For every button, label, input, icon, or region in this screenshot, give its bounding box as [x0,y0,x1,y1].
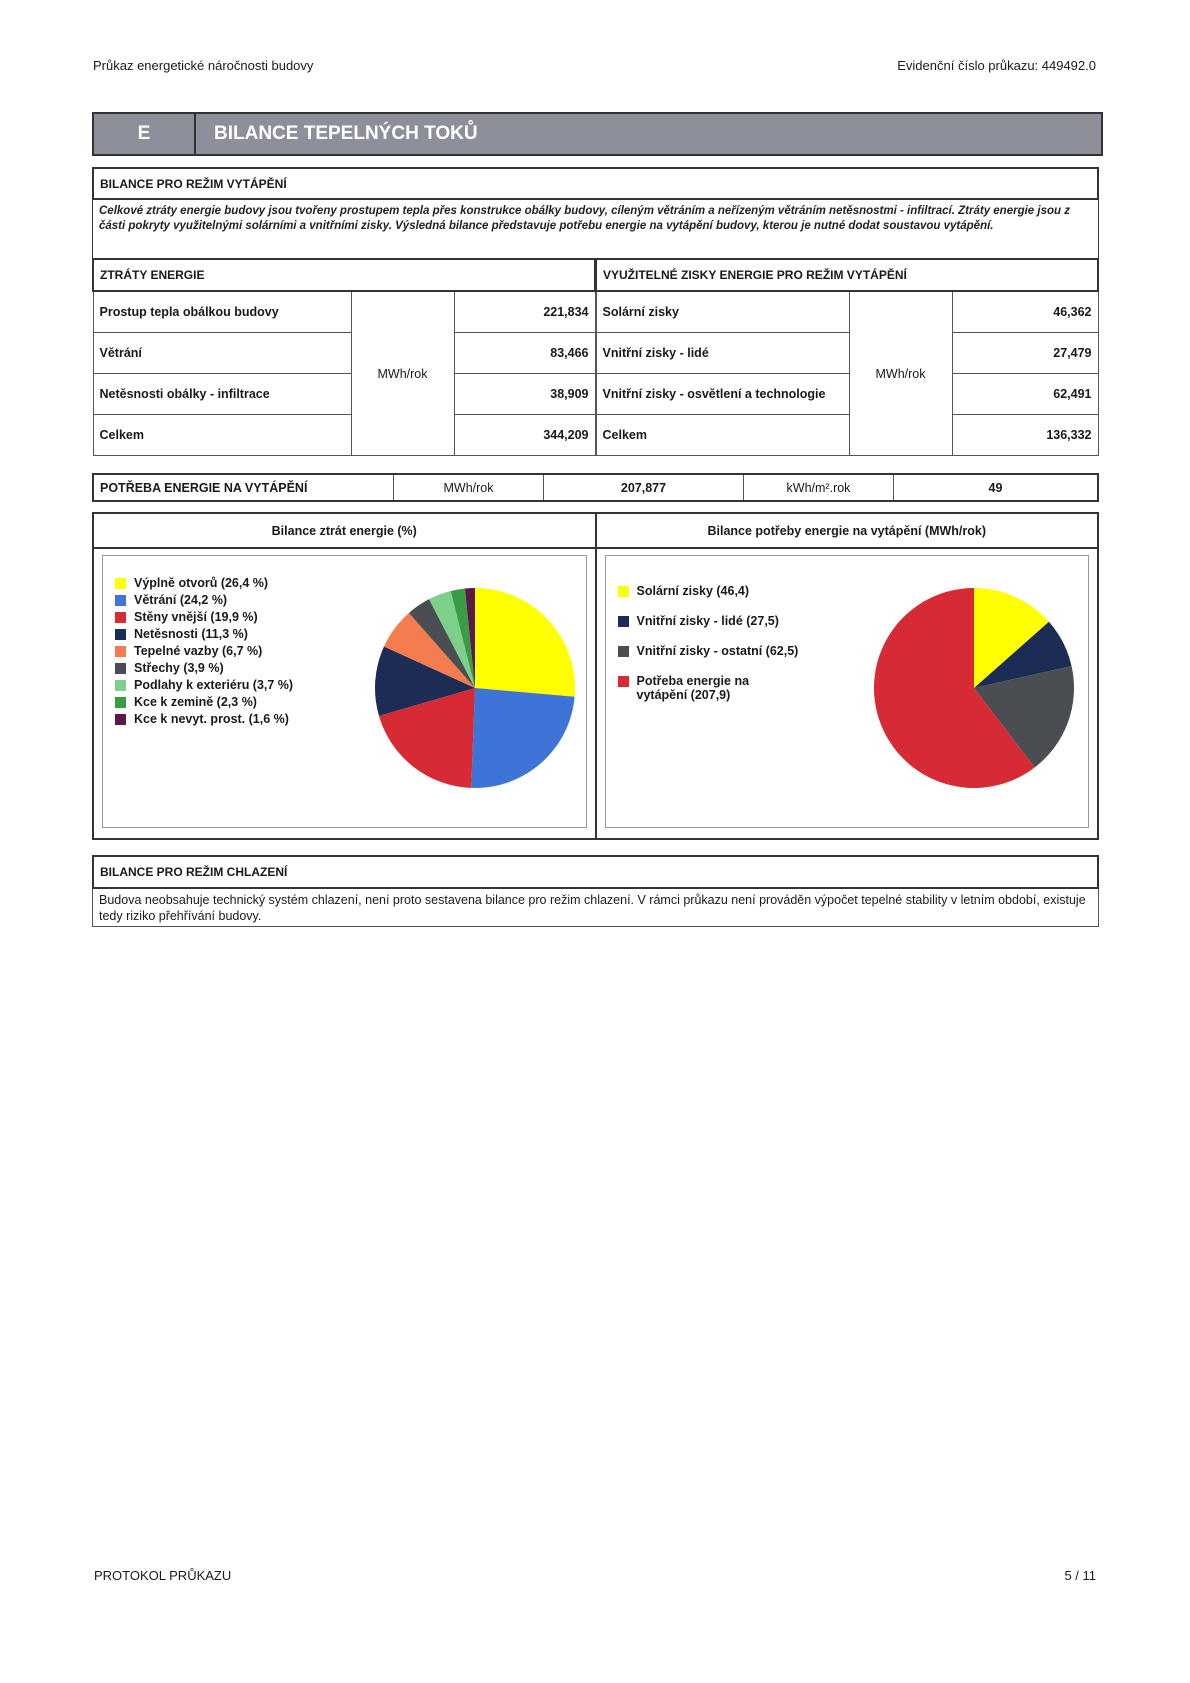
legend-item [115,644,293,658]
legend-item [115,593,293,607]
document-title: Průkaz energetické náročnosti budovy [93,58,314,73]
legend-item [115,695,293,709]
gain-value: 27,479 [952,333,1098,374]
legend-item [618,614,838,628]
table-row-total [596,415,1098,456]
legend-item [115,678,293,692]
gain-label: Celkem [596,415,849,456]
loss-chart-area [102,555,587,828]
legend-swatch [115,663,126,674]
legend-swatch [618,616,629,627]
gain-label: Solární zisky [596,291,849,333]
legend-swatch [618,676,629,687]
losses-table [92,258,596,456]
charts-container [92,512,1099,840]
legend-swatch [115,595,126,606]
loss-chart-title: Bilance ztrát energie (%) [94,514,595,549]
legend-label: Větrání (24,2 %) [134,593,228,607]
legend-swatch [115,697,126,708]
legend-item [115,610,293,624]
gain-value: 136,332 [952,415,1098,456]
cooling-heading: BILANCE PRO REŽIM CHLAZENÍ [92,855,1099,889]
document-number: Evidenční číslo průkazu: 449492.0 [897,58,1096,73]
need-value-mwh: 207,877 [544,475,744,500]
need-chart-title: Bilance potřeby energie na vytápění (MWh/rok) [597,514,1098,549]
legend-swatch [618,646,629,657]
need-label: POTŘEBA ENERGIE NA VYTÁPĚNÍ [94,475,394,500]
legend-swatch [115,612,126,623]
loss-value: 344,209 [454,415,595,456]
cooling-text: Budova neobsahuje technický systém chlazení, není proto sestavena bilance pro režim chlazení. V rámci průkazu není prováděn výpočet tepelné stability v letním období, existuje tedy riziko přehřívání budovy. [92,889,1099,927]
loss-chart-panel [94,514,597,838]
gains-heading: VYUŽITELNÉ ZISKY ENERGIE PRO REŽIM VYTÁPĚNÍ [596,259,1098,291]
pie-slice-v-tr-n- [471,688,574,788]
loss-label: Prostup tepla obálkou budovy [93,291,351,333]
gain-value: 46,362 [952,291,1098,333]
losses-heading: ZTRÁTY ENERGIE [93,259,595,291]
legend-label: Vnitřní zisky - lidé (27,5) [636,614,779,628]
table-row [596,374,1098,415]
section-title: BILANCE TEPELNÝCH TOKŮ [214,123,478,144]
table-row [596,333,1098,374]
legend-label: Výplně otvorů (26,4 %) [134,576,269,590]
loss-value: 83,466 [454,333,595,374]
legend-label: Podlahy k exteriéru (3,7 %) [134,678,294,692]
heating-intro: Celkové ztráty energie budovy jsou tvořeny prostupem tepla přes konstrukce obálky budovy, cíleným větráním a neřízeným větráním netěsnostmi - infiltrací. Ztráty energie jsou z části pokryty využitelnými solárními a vnitřními zisky. Výsledná bilance představuje potřebu energie na vytápění budovy, kterou je nutné dodat soustavou vytápění. [92,200,1099,258]
legend-swatch [115,578,126,589]
legend-item [115,627,293,641]
loss-value: 221,834 [454,291,595,333]
legend-item [618,644,838,658]
gain-label: Vnitřní zisky - lidé [596,333,849,374]
section-letter: E [94,114,196,154]
losses-unit: MWh/rok [351,291,454,456]
legend-label: Solární zisky (46,4) [636,584,750,598]
page-number: 5 / 11 [1064,1568,1096,1583]
pie-slice-v-pln-otvor- [475,588,575,697]
legend-swatch [115,629,126,640]
legend-swatch [115,646,126,657]
table-row [596,291,1098,333]
legend-item [115,576,293,590]
gains-unit: MWh/rok [849,291,952,456]
legend-label: Střechy (3,9 %) [134,661,224,675]
loss-label: Netěsnosti obálky - infiltrace [93,374,351,415]
legend-item [618,584,838,598]
gain-value: 62,491 [952,374,1098,415]
table-row [93,291,595,333]
loss-pie-chart [365,578,585,798]
loss-value: 38,909 [454,374,595,415]
need-unit-mwh: MWh/rok [394,475,544,500]
table-row [93,374,595,415]
loss-chart-legend [115,576,293,729]
legend-item [618,674,838,702]
legend-label: Stěny vnější (19,9 %) [134,610,258,624]
need-pie-chart [864,578,1084,798]
loss-label: Větrání [93,333,351,374]
need-chart-panel [597,514,1098,838]
need-chart-area [605,555,1090,828]
legend-label: Kce k zemině (2,3 %) [134,695,257,709]
heating-heading: BILANCE PRO REŽIM VYTÁPĚNÍ [92,167,1099,200]
legend-label: Potřeba energie na vytápění (207,9) [636,674,750,702]
heating-need-row [92,473,1099,502]
legend-item [115,661,293,675]
table-row-total [93,415,595,456]
gains-table [595,258,1099,456]
legend-label: Vnitřní zisky - ostatní (62,5) [636,644,799,658]
legend-swatch [115,714,126,725]
legend-label: Netěsnosti (11,3 %) [134,627,248,641]
legend-label: Kce k nevyt. prost. (1,6 %) [134,712,289,726]
legend-swatch [115,680,126,691]
legend-label: Tepelné vazby (6,7 %) [134,644,263,658]
section-title-bar [92,112,1103,156]
loss-label: Celkem [93,415,351,456]
need-value-kwh: 49 [988,480,1003,495]
need-chart-legend [618,584,838,718]
footer-label: PROTOKOL PRŮKAZU [94,1568,232,1583]
gain-label: Vnitřní zisky - osvětlení a technologie [596,374,849,415]
legend-item [115,712,293,726]
legend-swatch [618,586,629,597]
table-row [93,333,595,374]
need-unit-kwh: kWh/m².rok [744,475,894,500]
